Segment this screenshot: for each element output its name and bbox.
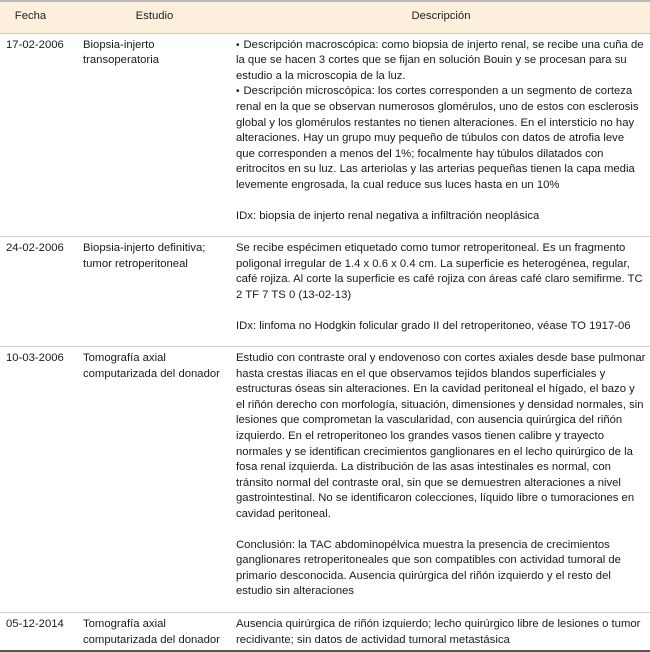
cell-fecha: 10-03-2006 <box>0 347 77 613</box>
table-row <box>0 237 650 347</box>
cell-descripcion <box>232 613 650 652</box>
macroscopic-description: • Descripción macroscópica: como biopsia de injerto renal, se recibe una cuña de la que se hacen 3 cortes que se fijan en solución Bouin y se procesan para su estudio a la microscopia de la luz. <box>236 38 646 85</box>
cell-descripcion <box>232 347 650 613</box>
cell-fecha: 24-02-2006 <box>0 237 77 347</box>
paragraph-gap <box>236 523 646 538</box>
microscopic-description: • Descripción microscópica: los cortes corresponden a un segmento de corteza renal en la que se observan numerosos glomérulos, uno de estos con esclerosis global y los glomérulos restantes no tienen alteraciones. En el intersticio no hay alteraciones. Hay un grupo muy pequeño de túbulos con datos de atrofia leve que corresponden a menos del 1%; focalmente hay túbulos dilatados con eritrocitos en su luz. Las arteriolas y las arterias pequeñas tienen la capa media levemente engrosada, la cual reduce sus luces hasta en un 10% <box>236 84 646 193</box>
paragraph-gap <box>236 194 646 209</box>
diagnosis-text: IDx: biopsia de injerto renal negativa a infiltración neoplásica <box>236 209 540 222</box>
cell-fecha: 17-02-2006 <box>0 33 77 237</box>
column-header-estudio: Estudio <box>77 1 232 33</box>
table-row <box>0 347 650 613</box>
cell-estudio: Tomografía axial computarizada del donador <box>77 347 232 613</box>
column-header-descripcion: Descripción <box>232 1 650 33</box>
table-body <box>0 33 650 651</box>
table-row <box>0 613 650 652</box>
ct-findings: Ausencia quirúrgica de riñón izquierdo; lecho quirúrgico libre de lesiones o tumor recidivante; sin datos de actividad tumoral metastásica <box>236 618 641 646</box>
cell-estudio: Biopsia-injerto definitiva; tumor retroperitoneal <box>77 237 232 347</box>
paragraph-gap <box>236 304 646 319</box>
table-header <box>0 1 650 33</box>
cell-estudio: Biopsia-injerto transoperatoria <box>77 33 232 237</box>
cell-estudio: Tomografía axial computarizada del donador <box>77 613 232 652</box>
cell-descripcion <box>232 237 650 347</box>
specimen-description: Se recibe espécimen etiquetado como tumor retroperitoneal. Es un fragmento poligonal irregular de 1.4 x 0.6 x 0.4 cm. La superficie es heterogénea, regular, café rojiza. Al corte la superficie es café rojiza con áreas café claro semifirme. TC 2 TF 7 TS 0 (13-02-13) <box>236 242 643 301</box>
diagnosis-text: IDx: linfoma no Hodgkin folicular grado II del retroperitoneo, véase TO 1917-06 <box>236 319 631 332</box>
ct-conclusion: Conclusión: la TAC abdominopélvica muestra la presencia de crecimientos ganglionares retroperitoneales que son compatibles con actividad tumoral de primario desconocida. Ausencia quirúrgica del riñón izquierdo y el resto del estudio sin alteraciones <box>236 538 621 598</box>
column-header-fecha: Fecha <box>0 1 77 33</box>
ct-findings: Estudio con contraste oral y endovenoso con cortes axiales desde base pulmonar hasta crestas iliacas en el que observamos tejidos blandos superficiales y estructuras óseas sin alteraciones. En la cavidad peritoneal el hígado, el bazo y el riñón derecho con morfología, situación, dimensiones y densidad normales, sin lesiones que comprometan la vascularidad, con ausencia quirúrgica del riñón izquierdo. En el retroperitoneo los grandes vasos tienen calibre y trayecto normales y se identifican crecimientos ganglionares en el lecho quirúrgico de la fosa renal izquierda. La distribución de las asas intestinales es normal, con tránsito normal del contraste oral, sin que se demuestren alteraciones a nivel gastrointestinal. No se identificaron colecciones, líquido libre o tumoraciones en cavidad peritoneal. <box>236 352 646 521</box>
header-row <box>0 1 650 33</box>
table-row <box>0 33 650 237</box>
cell-descripcion <box>232 33 650 237</box>
cell-fecha: 05-12-2014 <box>0 613 77 652</box>
